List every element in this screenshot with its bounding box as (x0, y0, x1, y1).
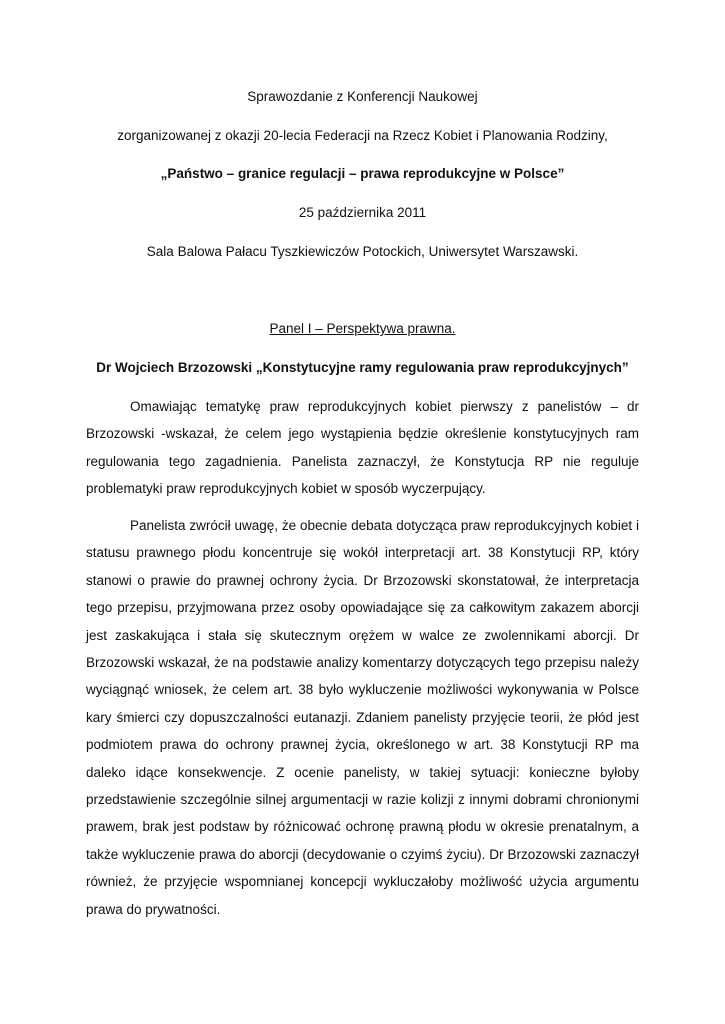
report-title: Sprawozdanie z Konferencji Naukowej (247, 89, 478, 104)
conference-title: „Państwo – granice regulacji – prawa reprodukcyjne w Polsce” (160, 166, 565, 181)
speaker-heading: Dr Wojciech Brzozowski „Konstytucyjne ramy regulowania praw reprodukcyjnych” (96, 360, 629, 375)
conference-venue: Sala Balowa Pałacu Tyszkiewiczów Potockich, Uniwersytet Warszawski. (146, 244, 579, 259)
conference-date: 25 października 2011 (298, 205, 427, 220)
paragraph-2: Panelista zwrócił uwagę, że obecnie debata dotycząca praw reprodukcyjnych kobiet i statusu prawnego płodu koncentruje się wokół interpretacji art. 38 Konstytucji RP, który stanowi o prawie do prawnej ochrony życia. Dr Brzozowski skonstatował, że interpretacja tego przepisu, przyjmowana przez osoby opowiadające się za całkowitym zakazem aborcji jest zaskakująca i stała się skutecznym orężem w walce ze zwolennikami aborcji. Dr Brzozowski wskazał, że na podstawie analizy komentarzy dotyczących tego przepisu należy wyciągnąć wniosek, że celem art. 38 było wykluczenie możliwości wykonywania w Polsce kary śmierci czy dopuszczalności eutanazji. Zdaniem panelisty przyjęcie teorii, że płód jest podmiotem prawa do ochrony prawnej życia, określonego w art. 38 Konstytucji RP ma daleko idące konsekwencje. Z ocenie panelisty, w takiej sytuacji: konieczne byłoby przedstawienie szczególnie silnej argumentacji w razie kolizji z innymi dobrami chronionymi prawem, brak jest podstaw by różnicować ochronę prawną płodu w okresie prenatalnym, a także wykluczenie prawa do aborcji (decydowanie o czyimś życiu). Dr Brzozowski zaznaczył również, że przyjęcie wspomnianej koncepcji wykluczałoby możliwość użycia argumentu prawa do prywatności. (86, 518, 639, 917)
report-subtitle: zorganizowanej z okazji 20-lecia Federacji na Rzecz Kobiet i Planowania Rodziny, (117, 128, 608, 143)
panel-title: Panel I – Perspektywa prawna. (269, 321, 456, 336)
paragraph-1: Omawiając tematykę praw reprodukcyjnych kobiet pierwszy z panelistów – dr Brzozowski -wskazał, że celem jego wystąpienia będzie określenie konstytucyjnych ram regulowania tego zagadnienia. Panelista zaznaczył, że Konstytucja RP nie reguluje problematyki praw reprodukcyjnych kobiet w sposób wyczerpujący. (86, 399, 639, 497)
